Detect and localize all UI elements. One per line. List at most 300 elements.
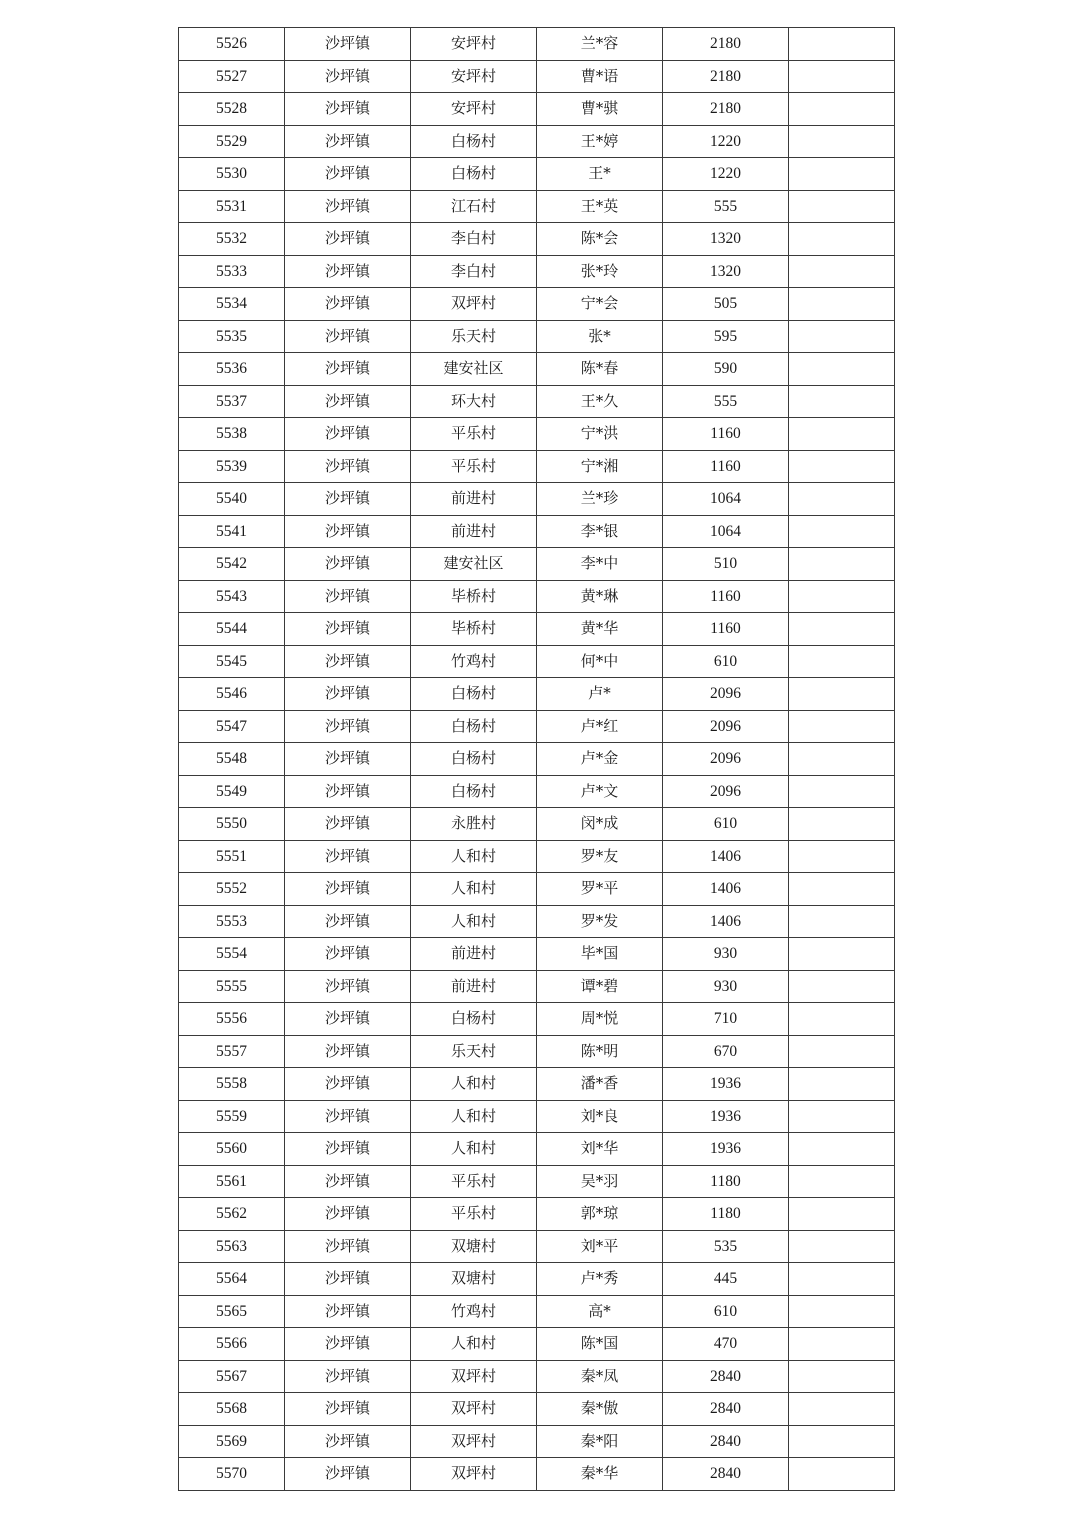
cell-amount: 1320	[663, 255, 789, 288]
cell-note	[789, 1458, 895, 1491]
cell-name: 陈*会	[537, 223, 663, 256]
cell-serial-number: 5538	[179, 418, 285, 451]
cell-note	[789, 255, 895, 288]
table-row	[179, 1393, 895, 1426]
table-row	[179, 60, 895, 93]
cell-village: 双坪村	[411, 1458, 537, 1491]
cell-note	[789, 320, 895, 353]
cell-note	[789, 515, 895, 548]
cell-note	[789, 450, 895, 483]
cell-amount: 1320	[663, 223, 789, 256]
table-row	[179, 158, 895, 191]
cell-amount: 1064	[663, 515, 789, 548]
cell-note	[789, 60, 895, 93]
cell-village: 前进村	[411, 515, 537, 548]
cell-serial-number: 5557	[179, 1035, 285, 1068]
cell-village: 白杨村	[411, 1003, 537, 1036]
table-row	[179, 1295, 895, 1328]
cell-name: 黄*华	[537, 613, 663, 646]
cell-note	[789, 1360, 895, 1393]
table-row	[179, 353, 895, 386]
cell-name: 刘*华	[537, 1133, 663, 1166]
cell-name: 李*中	[537, 548, 663, 581]
cell-name: 张*玲	[537, 255, 663, 288]
cell-name: 兰*珍	[537, 483, 663, 516]
cell-name: 兰*容	[537, 28, 663, 61]
cell-serial-number: 5530	[179, 158, 285, 191]
cell-note	[789, 613, 895, 646]
cell-town: 沙坪镇	[285, 93, 411, 126]
table-row	[179, 970, 895, 1003]
cell-note	[789, 385, 895, 418]
cell-serial-number: 5559	[179, 1100, 285, 1133]
cell-note	[789, 905, 895, 938]
table-row	[179, 288, 895, 321]
table-row	[179, 450, 895, 483]
cell-town: 沙坪镇	[285, 1458, 411, 1491]
table-row	[179, 1100, 895, 1133]
cell-name: 张*	[537, 320, 663, 353]
cell-amount: 930	[663, 970, 789, 1003]
cell-name: 宁*洪	[537, 418, 663, 451]
cell-note	[789, 1328, 895, 1361]
cell-serial-number: 5541	[179, 515, 285, 548]
table-row	[179, 808, 895, 841]
cell-amount: 930	[663, 938, 789, 971]
cell-village: 江石村	[411, 190, 537, 223]
cell-village: 安坪村	[411, 93, 537, 126]
cell-name: 卢*文	[537, 775, 663, 808]
cell-serial-number: 5556	[179, 1003, 285, 1036]
cell-amount: 555	[663, 190, 789, 223]
cell-town: 沙坪镇	[285, 645, 411, 678]
cell-amount: 1406	[663, 905, 789, 938]
cell-serial-number: 5532	[179, 223, 285, 256]
table-row	[179, 1458, 895, 1491]
cell-name: 秦*阳	[537, 1425, 663, 1458]
cell-note	[789, 223, 895, 256]
cell-name: 潘*香	[537, 1068, 663, 1101]
cell-town: 沙坪镇	[285, 1100, 411, 1133]
cell-name: 秦*凤	[537, 1360, 663, 1393]
cell-town: 沙坪镇	[285, 678, 411, 711]
cell-town: 沙坪镇	[285, 1295, 411, 1328]
cell-name: 黄*琳	[537, 580, 663, 613]
cell-town: 沙坪镇	[285, 223, 411, 256]
cell-amount: 470	[663, 1328, 789, 1361]
cell-amount: 710	[663, 1003, 789, 1036]
cell-amount: 1064	[663, 483, 789, 516]
cell-amount: 2096	[663, 743, 789, 776]
cell-serial-number: 5568	[179, 1393, 285, 1426]
cell-amount: 2096	[663, 710, 789, 743]
cell-serial-number: 5548	[179, 743, 285, 776]
table-row	[179, 1068, 895, 1101]
cell-name: 秦*华	[537, 1458, 663, 1491]
cell-serial-number: 5553	[179, 905, 285, 938]
table-row	[179, 775, 895, 808]
table-row	[179, 1263, 895, 1296]
cell-note	[789, 93, 895, 126]
table-row	[179, 743, 895, 776]
cell-village: 毕桥村	[411, 580, 537, 613]
cell-amount: 1160	[663, 418, 789, 451]
cell-village: 人和村	[411, 840, 537, 873]
cell-note	[789, 1003, 895, 1036]
cell-amount: 2180	[663, 60, 789, 93]
cell-serial-number: 5567	[179, 1360, 285, 1393]
cell-town: 沙坪镇	[285, 808, 411, 841]
cell-note	[789, 873, 895, 906]
cell-note	[789, 190, 895, 223]
cell-name: 刘*良	[537, 1100, 663, 1133]
table-row	[179, 840, 895, 873]
cell-note	[789, 840, 895, 873]
cell-note	[789, 1068, 895, 1101]
cell-note	[789, 775, 895, 808]
cell-serial-number: 5558	[179, 1068, 285, 1101]
cell-note	[789, 645, 895, 678]
cell-note	[789, 743, 895, 776]
cell-town: 沙坪镇	[285, 970, 411, 1003]
table-row	[179, 320, 895, 353]
cell-town: 沙坪镇	[285, 840, 411, 873]
cell-note	[789, 1198, 895, 1231]
cell-town: 沙坪镇	[285, 1003, 411, 1036]
cell-amount: 510	[663, 548, 789, 581]
cell-amount: 505	[663, 288, 789, 321]
cell-note	[789, 1035, 895, 1068]
cell-amount: 1936	[663, 1133, 789, 1166]
cell-amount: 1180	[663, 1165, 789, 1198]
cell-town: 沙坪镇	[285, 1328, 411, 1361]
cell-name: 周*悦	[537, 1003, 663, 1036]
cell-serial-number: 5546	[179, 678, 285, 711]
cell-village: 人和村	[411, 1328, 537, 1361]
cell-amount: 2180	[663, 28, 789, 61]
cell-amount: 610	[663, 808, 789, 841]
table-row	[179, 938, 895, 971]
cell-name: 刘*平	[537, 1230, 663, 1263]
cell-name: 卢*金	[537, 743, 663, 776]
cell-serial-number: 5537	[179, 385, 285, 418]
table-row	[179, 1198, 895, 1231]
cell-amount: 1160	[663, 613, 789, 646]
cell-serial-number: 5570	[179, 1458, 285, 1491]
cell-name: 郭*琼	[537, 1198, 663, 1231]
cell-name: 曹*语	[537, 60, 663, 93]
table-row	[179, 1230, 895, 1263]
cell-village: 竹鸡村	[411, 645, 537, 678]
cell-note	[789, 1230, 895, 1263]
cell-village: 人和村	[411, 873, 537, 906]
cell-serial-number: 5551	[179, 840, 285, 873]
cell-village: 永胜村	[411, 808, 537, 841]
table-row	[179, 580, 895, 613]
cell-village: 人和村	[411, 1100, 537, 1133]
cell-village: 前进村	[411, 970, 537, 1003]
cell-name: 李*银	[537, 515, 663, 548]
cell-town: 沙坪镇	[285, 548, 411, 581]
cell-village: 平乐村	[411, 1165, 537, 1198]
cell-town: 沙坪镇	[285, 515, 411, 548]
table-row	[179, 418, 895, 451]
cell-town: 沙坪镇	[285, 1035, 411, 1068]
cell-amount: 1406	[663, 873, 789, 906]
cell-serial-number: 5531	[179, 190, 285, 223]
cell-name: 王*婷	[537, 125, 663, 158]
cell-village: 双塘村	[411, 1230, 537, 1263]
cell-note	[789, 1263, 895, 1296]
cell-note	[789, 710, 895, 743]
cell-serial-number: 5562	[179, 1198, 285, 1231]
table-row	[179, 1328, 895, 1361]
cell-name: 陈*春	[537, 353, 663, 386]
cell-name: 毕*国	[537, 938, 663, 971]
cell-name: 何*中	[537, 645, 663, 678]
cell-note	[789, 970, 895, 1003]
cell-serial-number: 5569	[179, 1425, 285, 1458]
cell-serial-number: 5549	[179, 775, 285, 808]
cell-amount: 2840	[663, 1425, 789, 1458]
table-row	[179, 613, 895, 646]
cell-town: 沙坪镇	[285, 190, 411, 223]
cell-village: 白杨村	[411, 743, 537, 776]
cell-amount: 2180	[663, 93, 789, 126]
cell-name: 宁*湘	[537, 450, 663, 483]
cell-serial-number: 5534	[179, 288, 285, 321]
cell-note	[789, 580, 895, 613]
cell-serial-number: 5526	[179, 28, 285, 61]
cell-town: 沙坪镇	[285, 1360, 411, 1393]
table-row	[179, 385, 895, 418]
cell-town: 沙坪镇	[285, 320, 411, 353]
table-row	[179, 1425, 895, 1458]
cell-name: 卢*秀	[537, 1263, 663, 1296]
cell-town: 沙坪镇	[285, 255, 411, 288]
cell-serial-number: 5529	[179, 125, 285, 158]
table-row	[179, 1003, 895, 1036]
table-row	[179, 1360, 895, 1393]
cell-town: 沙坪镇	[285, 483, 411, 516]
cell-name: 秦*傲	[537, 1393, 663, 1426]
cell-town: 沙坪镇	[285, 775, 411, 808]
cell-amount: 1936	[663, 1068, 789, 1101]
cell-town: 沙坪镇	[285, 1068, 411, 1101]
table-row	[179, 1165, 895, 1198]
cell-amount: 2840	[663, 1393, 789, 1426]
cell-village: 平乐村	[411, 418, 537, 451]
cell-town: 沙坪镇	[285, 1263, 411, 1296]
cell-amount: 670	[663, 1035, 789, 1068]
cell-amount: 2096	[663, 775, 789, 808]
cell-amount: 2096	[663, 678, 789, 711]
cell-name: 罗*发	[537, 905, 663, 938]
cell-note	[789, 125, 895, 158]
cell-serial-number: 5555	[179, 970, 285, 1003]
cell-village: 李白村	[411, 255, 537, 288]
cell-serial-number: 5527	[179, 60, 285, 93]
cell-name: 王*	[537, 158, 663, 191]
cell-name: 罗*友	[537, 840, 663, 873]
cell-serial-number: 5564	[179, 1263, 285, 1296]
data-table	[178, 27, 895, 1491]
cell-note	[789, 28, 895, 61]
cell-town: 沙坪镇	[285, 288, 411, 321]
cell-amount: 1160	[663, 450, 789, 483]
cell-serial-number: 5533	[179, 255, 285, 288]
cell-village: 白杨村	[411, 125, 537, 158]
cell-town: 沙坪镇	[285, 938, 411, 971]
cell-serial-number: 5536	[179, 353, 285, 386]
cell-name: 闵*成	[537, 808, 663, 841]
cell-amount: 595	[663, 320, 789, 353]
cell-name: 卢*	[537, 678, 663, 711]
cell-amount: 590	[663, 353, 789, 386]
cell-name: 卢*红	[537, 710, 663, 743]
cell-village: 建安社区	[411, 353, 537, 386]
cell-note	[789, 678, 895, 711]
cell-name: 王*久	[537, 385, 663, 418]
cell-name: 王*英	[537, 190, 663, 223]
cell-serial-number: 5565	[179, 1295, 285, 1328]
cell-village: 白杨村	[411, 158, 537, 191]
cell-town: 沙坪镇	[285, 418, 411, 451]
cell-village: 建安社区	[411, 548, 537, 581]
cell-amount: 2840	[663, 1360, 789, 1393]
cell-town: 沙坪镇	[285, 353, 411, 386]
table-row	[179, 1035, 895, 1068]
cell-amount: 445	[663, 1263, 789, 1296]
cell-note	[789, 1133, 895, 1166]
cell-note	[789, 1165, 895, 1198]
cell-amount: 555	[663, 385, 789, 418]
table-row	[179, 190, 895, 223]
table-row	[179, 678, 895, 711]
cell-village: 平乐村	[411, 450, 537, 483]
cell-village: 平乐村	[411, 1198, 537, 1231]
cell-serial-number: 5561	[179, 1165, 285, 1198]
cell-name: 陈*国	[537, 1328, 663, 1361]
table-row	[179, 905, 895, 938]
cell-village: 乐天村	[411, 320, 537, 353]
cell-amount: 2840	[663, 1458, 789, 1491]
cell-name: 谭*碧	[537, 970, 663, 1003]
cell-serial-number: 5550	[179, 808, 285, 841]
cell-amount: 1180	[663, 1198, 789, 1231]
table-row	[179, 28, 895, 61]
cell-town: 沙坪镇	[285, 1425, 411, 1458]
cell-note	[789, 1295, 895, 1328]
cell-town: 沙坪镇	[285, 1230, 411, 1263]
cell-village: 乐天村	[411, 1035, 537, 1068]
cell-village: 双坪村	[411, 1393, 537, 1426]
cell-village: 白杨村	[411, 678, 537, 711]
cell-amount: 535	[663, 1230, 789, 1263]
cell-town: 沙坪镇	[285, 1198, 411, 1231]
cell-town: 沙坪镇	[285, 613, 411, 646]
table-row	[179, 125, 895, 158]
cell-name: 曹*骐	[537, 93, 663, 126]
cell-village: 李白村	[411, 223, 537, 256]
cell-village: 白杨村	[411, 710, 537, 743]
cell-serial-number: 5543	[179, 580, 285, 613]
cell-serial-number: 5552	[179, 873, 285, 906]
cell-town: 沙坪镇	[285, 873, 411, 906]
cell-town: 沙坪镇	[285, 60, 411, 93]
cell-village: 安坪村	[411, 28, 537, 61]
cell-note	[789, 1393, 895, 1426]
cell-serial-number: 5566	[179, 1328, 285, 1361]
cell-note	[789, 418, 895, 451]
cell-town: 沙坪镇	[285, 125, 411, 158]
cell-town: 沙坪镇	[285, 1393, 411, 1426]
cell-village: 安坪村	[411, 60, 537, 93]
cell-village: 环大村	[411, 385, 537, 418]
cell-village: 双坪村	[411, 1360, 537, 1393]
cell-note	[789, 938, 895, 971]
cell-town: 沙坪镇	[285, 710, 411, 743]
cell-name: 吴*羽	[537, 1165, 663, 1198]
table-body	[179, 28, 895, 1491]
table-row	[179, 515, 895, 548]
cell-village: 竹鸡村	[411, 1295, 537, 1328]
cell-village: 人和村	[411, 1068, 537, 1101]
table-row	[179, 645, 895, 678]
cell-amount: 1220	[663, 125, 789, 158]
cell-town: 沙坪镇	[285, 28, 411, 61]
cell-note	[789, 483, 895, 516]
cell-amount: 1160	[663, 580, 789, 613]
cell-name: 宁*会	[537, 288, 663, 321]
cell-amount: 1220	[663, 158, 789, 191]
cell-village: 前进村	[411, 938, 537, 971]
cell-note	[789, 288, 895, 321]
cell-town: 沙坪镇	[285, 450, 411, 483]
cell-amount: 610	[663, 1295, 789, 1328]
cell-town: 沙坪镇	[285, 580, 411, 613]
cell-serial-number: 5540	[179, 483, 285, 516]
cell-village: 双塘村	[411, 1263, 537, 1296]
cell-serial-number: 5554	[179, 938, 285, 971]
cell-serial-number: 5539	[179, 450, 285, 483]
table-row	[179, 873, 895, 906]
cell-serial-number: 5560	[179, 1133, 285, 1166]
cell-town: 沙坪镇	[285, 158, 411, 191]
cell-amount: 610	[663, 645, 789, 678]
table-row	[179, 710, 895, 743]
table-row	[179, 93, 895, 126]
cell-village: 人和村	[411, 905, 537, 938]
cell-name: 陈*明	[537, 1035, 663, 1068]
cell-village: 毕桥村	[411, 613, 537, 646]
table-row	[179, 223, 895, 256]
cell-serial-number: 5563	[179, 1230, 285, 1263]
cell-note	[789, 808, 895, 841]
table-row	[179, 255, 895, 288]
cell-serial-number: 5547	[179, 710, 285, 743]
cell-village: 白杨村	[411, 775, 537, 808]
cell-amount: 1406	[663, 840, 789, 873]
cell-village: 双坪村	[411, 288, 537, 321]
cell-serial-number: 5544	[179, 613, 285, 646]
cell-town: 沙坪镇	[285, 905, 411, 938]
cell-note	[789, 158, 895, 191]
cell-town: 沙坪镇	[285, 743, 411, 776]
cell-note	[789, 548, 895, 581]
cell-amount: 1936	[663, 1100, 789, 1133]
cell-note	[789, 1100, 895, 1133]
